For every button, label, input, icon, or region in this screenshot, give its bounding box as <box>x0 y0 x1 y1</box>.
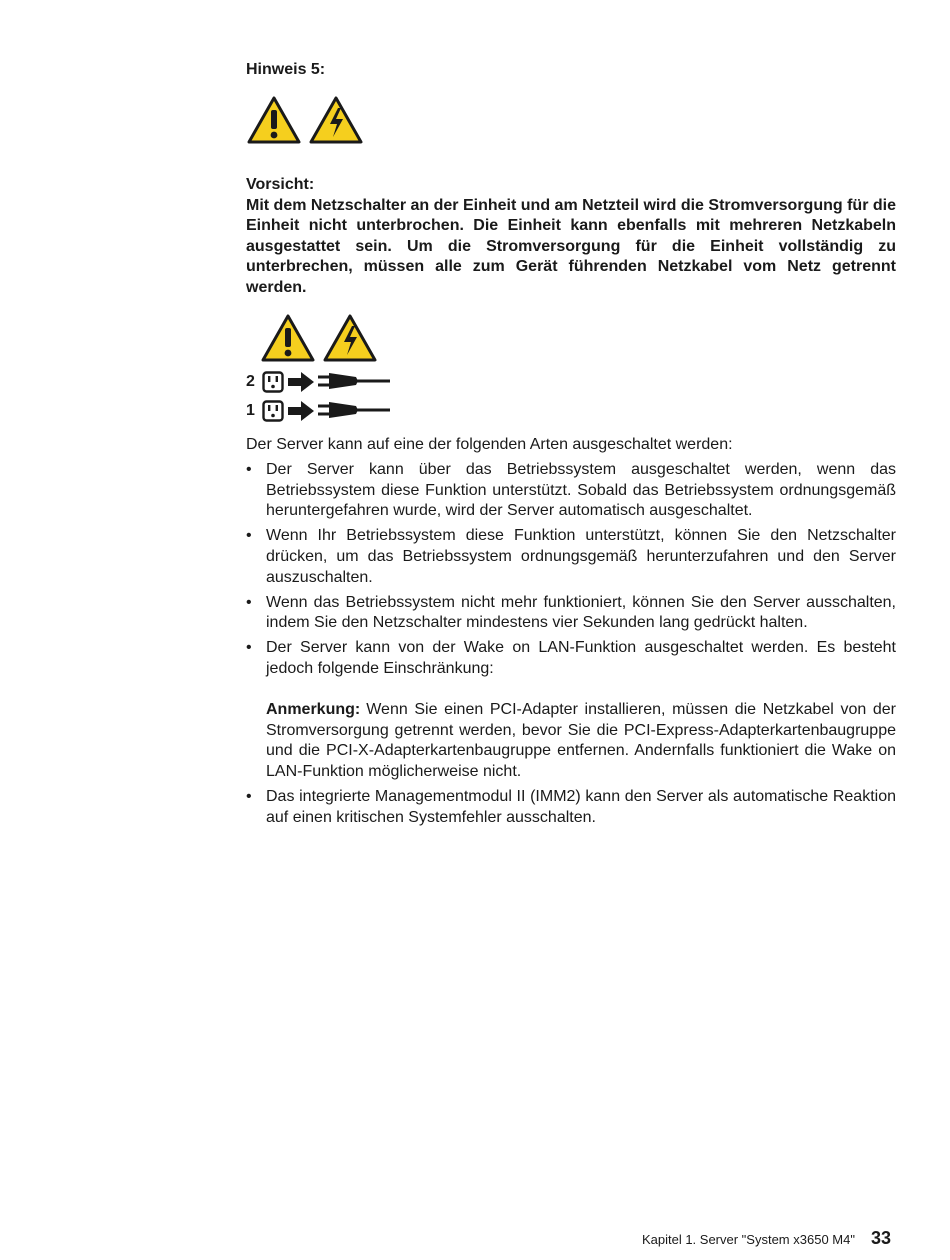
warning-triangle-icon <box>260 313 316 363</box>
list-item-text: Das integrierte Managementmodul II (IMM2) kann den Server als automatische Reaktion auf einen kritischen Systemfehler ausschalten. <box>266 788 896 826</box>
power-outlet-icon <box>262 371 284 393</box>
list-item <box>246 460 896 522</box>
figure-row-2 <box>246 371 392 393</box>
note-label: Anmerkung: <box>266 701 361 719</box>
hazard-icons <box>246 95 896 145</box>
page-footer <box>642 1228 891 1250</box>
list-item-text: Wenn das Betriebssystem nicht mehr funktioniert, können Sie den Server ausschalten, indem Sie den Netzschalter mindestens vier Sekunden lang gedrückt halten. <box>266 593 896 632</box>
list-item-text: Wenn Ihr Betriebssystem diese Funktion unterstützt, können Sie den Netzschalter drücken, um das Betriebssystem ordnungsgemäß herunterzufahren und den Server auszuschalten. <box>266 527 896 586</box>
bullet-symbol: • <box>246 788 252 806</box>
list-item <box>246 787 896 828</box>
power-outlet-icon <box>262 400 284 422</box>
power-cord-plug-icon <box>316 371 392 393</box>
bullet-symbol: • <box>246 593 252 611</box>
page-number: 33 <box>870 1228 891 1248</box>
list-item <box>246 638 896 782</box>
notice-heading: Hinweis 5: <box>246 61 326 78</box>
figure-label-1: 1 <box>246 401 255 419</box>
power-cord-plug-icon <box>316 400 392 422</box>
list-item-text: Der Server kann über das Betriebssystem ausgeschaltet werden, wenn das Betriebssystem diese Funktion unterstützt. Sobald das Betriebssystem ordnungsgemäß heruntergefahren wurde, wird der Server automatisch ausgeschaltet. <box>266 461 896 520</box>
document-content <box>246 60 896 833</box>
note-text: Wenn Sie einen PCI-Adapter installieren, müssen die Netzkabel von der Stromversorgung getrennt werden, bevor Sie die PCI-Express-Adapterkartenbaugruppe und die PCI-X-Adapterkartenbaugruppe entfernen. Andernfalls funktioniert die Wake on LAN-Funktion möglicherweise nicht. <box>266 701 896 780</box>
bullet-symbol: • <box>246 461 252 479</box>
figure-row-1 <box>246 400 392 422</box>
list-item-text: Der Server kann von der Wake on LAN-Funktion ausgeschaltet werden. Es besteht jedoch folgende Einschränkung: <box>266 639 896 677</box>
electrical-hazard-icon <box>322 313 378 363</box>
electrical-hazard-icon <box>308 95 364 145</box>
bullet-symbol: • <box>246 527 252 545</box>
arrow-right-icon <box>287 400 315 422</box>
note <box>266 700 896 782</box>
intro-text: Der Server kann auf eine der folgenden Arten ausgeschaltet werden: <box>246 435 733 453</box>
list-item <box>246 526 896 588</box>
bullet-symbol: • <box>246 639 252 657</box>
shutdown-methods-list <box>246 460 896 828</box>
caution-text: Mit dem Netzschalter an der Einheit und am Netzteil wird die Stromversorgung für die Einheit nicht unterbrochen. Die Einheit kann ebenfalls mit mehreren Netzkabeln ausgestattet sein. Um die Stromversorgung für die Einheit vollständig zu unterbrechen, müssen alle zum Gerät führenden Netzkabel vom Netz getrennt werden. <box>246 196 896 296</box>
caution-title: Vorsicht: <box>246 176 315 193</box>
footer-chapter: Kapitel 1. Server "System x3650 M4" <box>641 1232 855 1247</box>
arrow-right-icon <box>287 371 315 393</box>
power-cord-figure <box>246 313 406 423</box>
list-item <box>246 593 896 634</box>
warning-triangle-icon <box>246 95 302 145</box>
figure-hazard-icons <box>260 313 378 363</box>
figure-label-2: 2 <box>246 372 255 390</box>
